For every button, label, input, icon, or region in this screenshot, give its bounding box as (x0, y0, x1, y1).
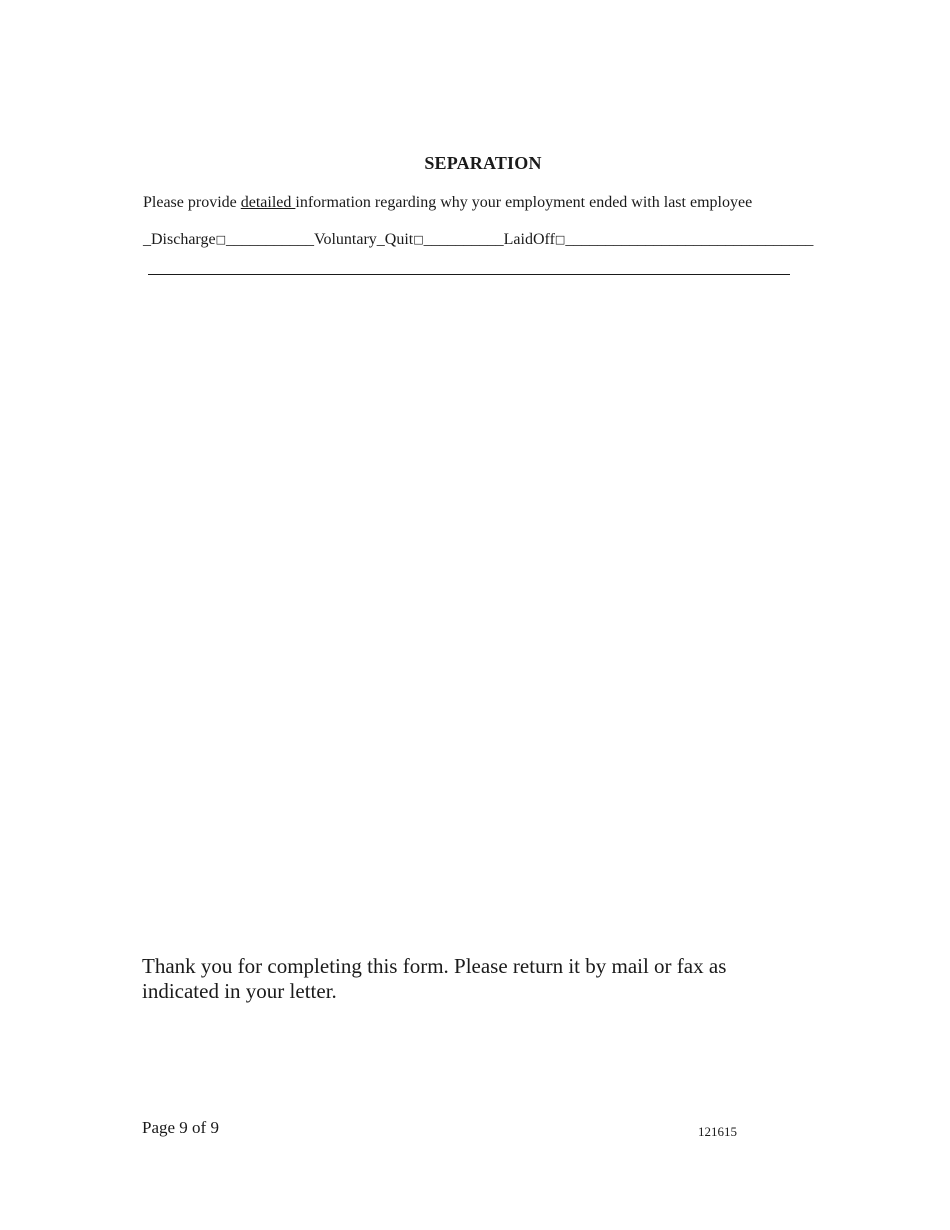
closing-message: Thank you for completing this form. Please return it by mail or fax as indicated in your letter. (142, 954, 727, 1003)
option-laid-off-blank: _______________________________ (565, 231, 814, 248)
instruction-prefix: Please provide (143, 194, 241, 211)
discharge-checkbox[interactable]: □ (215, 233, 226, 246)
page-number: Page 9 of 9 (142, 1118, 219, 1137)
option-voluntary-quit-label: Voluntary_Quit (313, 231, 414, 248)
voluntary-quit-checkbox[interactable]: □ (413, 233, 424, 246)
option-discharge-label: _Discharge (143, 231, 216, 248)
option-laid-off-label: LaidOff (503, 231, 555, 248)
instruction-emphasis: detailed (240, 194, 296, 211)
instruction-suffix: information regarding why your employment ended with last employee (295, 194, 753, 211)
laid-off-checkbox[interactable]: □ (554, 233, 566, 246)
option-laid-off (504, 231, 814, 248)
option-discharge (143, 231, 314, 248)
instruction-text (143, 194, 752, 212)
separation-options (143, 231, 813, 249)
option-discharge-blank: ___________ (225, 231, 314, 248)
answer-line[interactable] (148, 274, 790, 275)
form-code: 121615 (698, 1124, 737, 1139)
section-title: SEPARATION (424, 153, 542, 173)
option-voluntary-quit (314, 231, 504, 248)
option-voluntary-quit-blank: __________ (423, 231, 504, 248)
